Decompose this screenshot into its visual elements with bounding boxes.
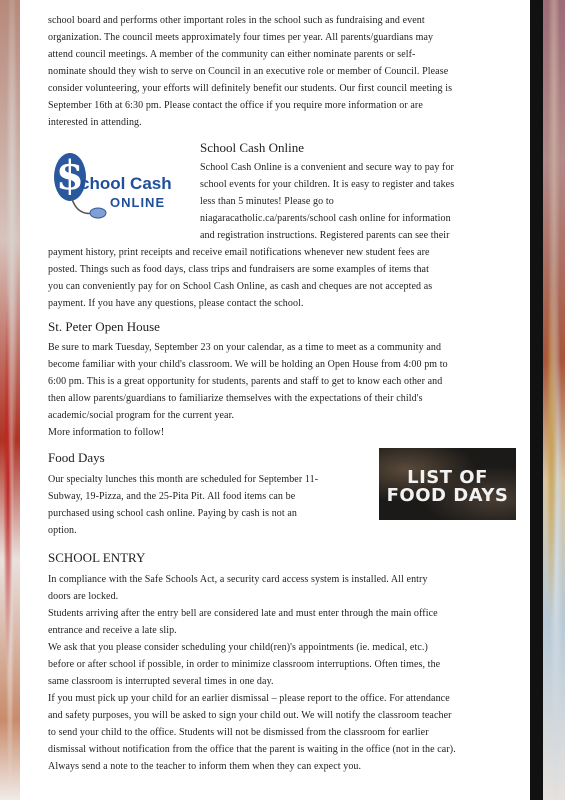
food-image-title-line1: LIST OF bbox=[407, 467, 488, 488]
school-entry-text bbox=[48, 571, 518, 775]
council-line: consider volunteering, your efforts will definitely benefit our students. Our first council meeting is bbox=[48, 83, 453, 94]
food-days-text bbox=[48, 471, 373, 539]
entry-line: and safety purposes, you will be asked to sign your child out. We will notify the classroom teacher bbox=[48, 710, 452, 721]
open-house-line: More information to follow! bbox=[48, 427, 165, 438]
cash-line: less than 5 minutes! Please go to bbox=[200, 196, 334, 207]
open-house-line: 6:00 pm. This is a great opportunity for students, parents and staff to get to know each other and bbox=[48, 376, 443, 387]
entry-line: to send your child to the office. Students will not be dismissed from the classroom for earlier bbox=[48, 727, 429, 738]
council-line: September 16th at 6:30 pm. Please contact the office if you require more information or are bbox=[48, 100, 423, 111]
cash-line: payment history, print receipts and receive email notifications whenever new student fees are bbox=[48, 247, 430, 258]
food-days-line: Subway, 19-Pizza, and the 25-Pita Pit. All food items can be bbox=[48, 491, 296, 502]
school-cash-online-logo bbox=[50, 141, 178, 225]
logo-online-text: ONLINE bbox=[110, 195, 166, 210]
food-days-line: purchased using school cash online. Paying by cash is not an bbox=[48, 508, 298, 519]
open-house-line: become familiar with your child's classroom. We will be holding an Open House from 4:00 pm to bbox=[48, 359, 448, 370]
entry-line: If you must pick up your child for an earlier dismissal – please report to the office. For attendance bbox=[48, 693, 450, 704]
cash-line: you can conveniently pay for on School Cash Online, as cash and cheques are not accepted as bbox=[48, 281, 433, 292]
cash-line: and registration instructions. Registered parents can see their bbox=[200, 230, 450, 241]
cash-line: School Cash Online is a convenient and secure way to pay for bbox=[200, 162, 454, 173]
logo-graphic bbox=[50, 141, 178, 225]
entry-line: In compliance with the Safe Schools Act, a security card access system is installed. All entry bbox=[48, 574, 428, 585]
newsletter-page bbox=[20, 0, 530, 800]
school-cash-heading: School Cash Online bbox=[200, 140, 304, 155]
entry-line: Students arriving after the entry bell are considered late and must enter through the main office bbox=[48, 608, 438, 619]
council-line: nominate should they wish to serve on Council in an executive role or member of Council. Please bbox=[48, 66, 449, 77]
council-line: interested in attending. bbox=[48, 117, 142, 128]
list-of-food-days-image bbox=[379, 448, 516, 520]
entry-line: dismissal without notification from the office that the parent is waiting in the office (not in the car). bbox=[48, 744, 456, 755]
council-section bbox=[48, 12, 518, 131]
logo-dollar-sign: $ bbox=[56, 152, 84, 199]
school-cash-right-text bbox=[200, 159, 520, 244]
logo-school-cash-text: chool Cash bbox=[80, 174, 172, 193]
council-line: attend council meetings. A member of the community can either nominate parents or self- bbox=[48, 49, 416, 60]
right-background-photo bbox=[543, 0, 565, 800]
open-house-heading: St. Peter Open House bbox=[48, 319, 160, 334]
open-house-line: then allow parents/guardians to familiarize themselves with the expectations of their child's bbox=[48, 393, 423, 404]
food-days-line: option. bbox=[48, 525, 77, 536]
cash-line: niagaracatholic.ca/parents/school cash online for information bbox=[200, 213, 451, 224]
entry-line: same classroom is interrupted several times in one day. bbox=[48, 676, 274, 687]
open-house-line: academic/social program for the current year. bbox=[48, 410, 235, 421]
entry-line: doors are locked. bbox=[48, 591, 119, 602]
council-line: school board and performs other important roles in the school such as fundraising and event bbox=[48, 15, 425, 26]
entry-line: entrance and receive a late slip. bbox=[48, 625, 177, 636]
left-background-photo bbox=[0, 0, 20, 800]
school-cash-full-text bbox=[48, 244, 518, 312]
food-days-heading: Food Days bbox=[48, 450, 105, 465]
open-house-text bbox=[48, 339, 518, 441]
cash-line: school events for your children. It is easy to register and takes bbox=[200, 179, 455, 190]
entry-line: Always send a note to the teacher to inform them when they can expect you. bbox=[48, 761, 362, 772]
entry-line: We ask that you please consider scheduling your child(ren)'s appointments (ie. medical, etc.) bbox=[48, 642, 428, 653]
open-house-line: Be sure to mark Tuesday, September 23 on your calendar, as a time to meet as a community and bbox=[48, 342, 442, 353]
council-line: organization. The council meets approximately four times per year. All parents/guardians may bbox=[48, 32, 434, 43]
cash-line: posted. Things such as food days, class trips and fundraisers are some examples of items that bbox=[48, 264, 429, 275]
entry-line: before or after school if possible, in order to minimize classroom interruptions. Often times, the bbox=[48, 659, 441, 670]
right-border-bar bbox=[530, 0, 543, 800]
school-entry-heading: SCHOOL ENTRY bbox=[48, 550, 146, 565]
cash-line: payment. If you have any questions, please contact the school. bbox=[48, 298, 304, 309]
food-image-title-line2: FOOD DAYS bbox=[386, 485, 509, 506]
food-days-line: Our specialty lunches this month are scheduled for September 11- bbox=[48, 474, 319, 485]
